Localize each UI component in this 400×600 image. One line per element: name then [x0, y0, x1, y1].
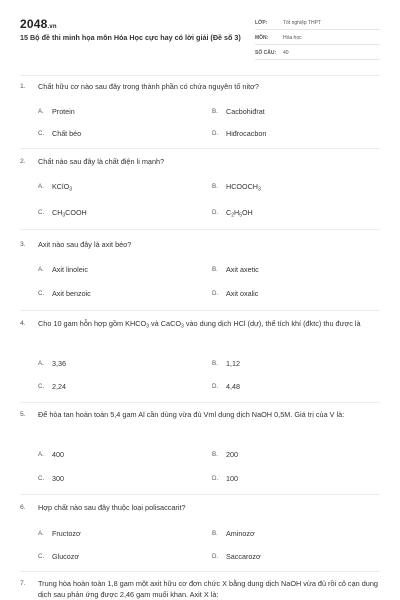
option-1b[interactable]: B. Cacbohiđrat	[212, 107, 265, 116]
question-7	[20, 578, 382, 600]
question-number: 3.	[20, 241, 26, 248]
option-2c[interactable]: C. $CH_3COOH$	[38, 208, 87, 219]
page-title: 15 Bộ đề thi minh họa môn Hóa Học cực hay có lời giải (Đề số 3)	[20, 33, 241, 42]
question-3	[20, 239, 382, 250]
option-4a[interactable]: A. 3,36	[38, 359, 66, 368]
divider	[20, 402, 380, 403]
question-text: Cho 10 gam hỗn hợp gồm $KHCO_3$ và CaCO$_3$ vào dung dịch HCl (dư), thể tích khí (đktc) thu được là	[38, 319, 361, 330]
option-4c[interactable]: C. 2,24	[38, 382, 66, 391]
meta-value: Tốt nghiệp THPT	[283, 20, 321, 26]
option-3d[interactable]: D. Axit oxalic	[212, 289, 259, 298]
meta-value: 40	[283, 50, 289, 56]
question-number: 2.	[20, 158, 26, 165]
option-1c[interactable]: C. Chất béo	[38, 129, 82, 138]
option-4d[interactable]: D. 4,48	[212, 382, 240, 391]
option-2a[interactable]: A. KClO$_3$	[38, 182, 72, 193]
question-4	[20, 318, 382, 333]
meta-key: SỐ CÂU:	[255, 50, 277, 56]
meta-row-class	[255, 15, 380, 30]
option-4b[interactable]: B. 1,12	[212, 359, 240, 368]
option-1d[interactable]: D. Hiđrocacbon	[212, 129, 267, 138]
divider	[20, 494, 380, 495]
question-text: Axit nào sau đây là axit béo?	[38, 240, 132, 249]
option-5d[interactable]: D. 100	[212, 474, 238, 483]
meta-value: Hóa học	[283, 35, 302, 41]
divider	[20, 75, 380, 76]
question-number: 6.	[20, 504, 26, 511]
meta-row-subject	[255, 30, 380, 45]
formula: $CH_3COOH$	[52, 208, 87, 219]
question-number: 7.	[20, 580, 26, 587]
option-6a[interactable]: A. Fructozơ	[38, 529, 81, 538]
question-5	[20, 409, 382, 420]
question-text: Chất nào sau đây là chất điện li mạnh?	[38, 157, 165, 166]
meta-panel	[255, 15, 380, 60]
divider	[20, 148, 380, 149]
page-header	[0, 0, 400, 80]
option-3a[interactable]: A. Axit linoleic	[38, 265, 88, 274]
option-6b[interactable]: B. Aminozơ	[212, 529, 255, 538]
question-text: Hợp chất nào sau đây thuộc loại polisaccarit?	[38, 503, 186, 512]
option-2b[interactable]: B. $HCOOCH_3$	[212, 182, 261, 193]
question-text: Để hòa tan hoàn toàn 5,4 gam Al cần dùng vừa đủ Vml dung dịch NaOH 0,5M. Giá trị của V là:	[38, 410, 345, 419]
question-2	[20, 156, 382, 167]
option-3b[interactable]: B. Axit axetic	[212, 265, 259, 274]
meta-key: MÔN:	[255, 35, 269, 41]
option-3c[interactable]: C. Axit benzoic	[38, 289, 91, 298]
question-6	[20, 502, 382, 513]
option-5c[interactable]: C. 300	[38, 474, 64, 483]
question-text: Trung hòa hoàn toàn 1,8 gam một axit hữu cơ đơn chức X bằng dung dịch NaOH vừa đủ rồi cô cạn dung dịch sau phản ứng được 2,46 gam muối khan. Axit X là:	[38, 579, 378, 599]
formula: $C_2H_5OH$	[226, 208, 253, 219]
option-2d[interactable]: D. $C_2H_5OH$	[212, 208, 253, 219]
question-1	[20, 81, 382, 92]
formula: $HCOOCH_3$	[226, 182, 261, 193]
option-1a[interactable]: A. Protein	[38, 107, 75, 116]
meta-key: LỚP:	[255, 20, 268, 26]
divider	[20, 310, 380, 311]
divider	[20, 571, 380, 572]
option-5a[interactable]: A. 400	[38, 450, 64, 459]
option-5b[interactable]: B. 200	[212, 450, 238, 459]
option-6c[interactable]: C. Glucozơ	[38, 552, 80, 561]
divider	[20, 229, 380, 230]
question-number: 5.	[20, 411, 26, 418]
formula: KClO$_3$	[52, 182, 72, 193]
question-text: Chất hữu cơ nào sau đây trong thành phần có chứa nguyên tố nitơ?	[38, 82, 259, 91]
option-6d[interactable]: D. Saccarozơ	[212, 552, 261, 561]
site-logo[interactable]: 2048.vn	[20, 17, 57, 31]
question-number: 1.	[20, 83, 26, 90]
question-number: 4.	[20, 320, 26, 327]
meta-row-count	[255, 45, 380, 60]
